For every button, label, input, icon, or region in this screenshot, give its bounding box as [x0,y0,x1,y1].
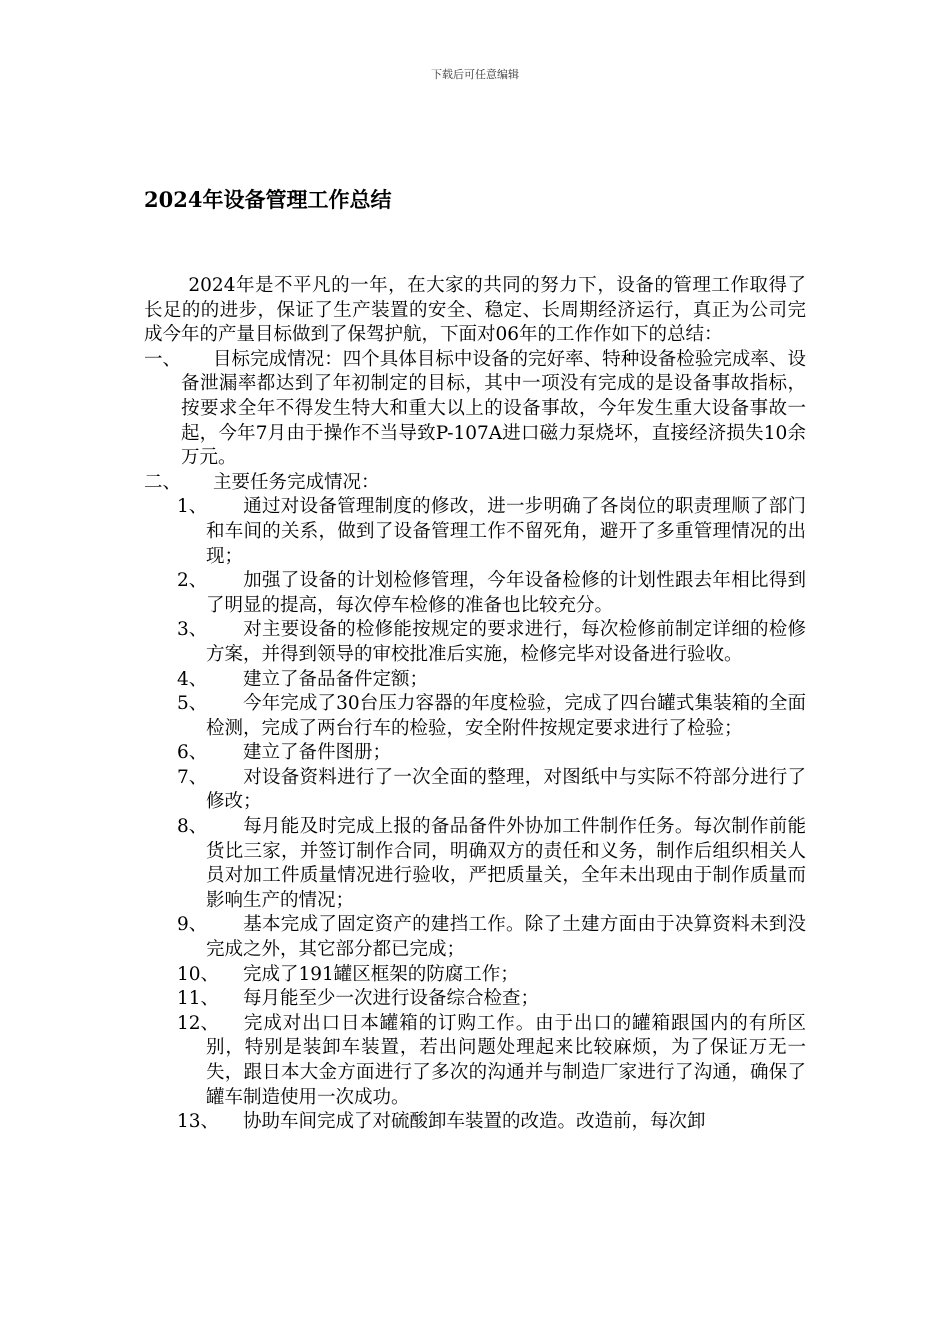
list-item [144,569,806,618]
item-text: 基本完成了固定资产的建挡工作。除了土建方面由于决算资料未到没完成之外，其它部分都已完成； [206,914,806,961]
list-item [144,668,806,693]
item-text: 加强了设备的计划检修管理，今年设备检修的计划性跟去年相比得到了明显的提高，每次停车检修的准备也比较充分。 [206,570,806,616]
section-tasks [144,471,806,496]
item-number: 11、 [177,988,220,1010]
list-item [144,618,806,667]
list-item [144,963,806,988]
section-goals [144,348,806,471]
list-item [144,495,806,569]
section-text: 主要任务完成情况： [213,471,380,493]
item-text: 每月能及时完成上报的备品备件外协加工件制作任务。每次制作前能货比三家，并签订制作合同，明确双方的责任和义务，制作后组织相关人员对加工件质量情况进行验收，严把质量关，全年未出现由于制作质量而影响生产的情况； [206,816,806,911]
item-number: 12、 [177,1012,220,1034]
list-item [144,1012,806,1110]
item-text: 建立了备件图册； [243,742,392,764]
list-item [144,741,806,766]
intro-paragraph: 2024年是不平凡的一年，在大家的共同的努力下，设备的管理工作取得了长足的的进步，保证了生产装置的安全、稳定、长周期经济运行，真正为公司完成今年的产量目标做到了保驾护航，下面对06年的工作作如下的总结： [144,275,806,346]
item-text: 每月能至少一次进行设备综合检查； [243,988,540,1010]
item-number: 10、 [177,963,220,985]
item-number: 1、 [177,496,208,518]
document-title: 2024年设备管理工作总结 [144,187,392,212]
item-number: 3、 [177,619,208,641]
item-text: 完成了191罐区框架的防腐工作； [243,963,519,985]
item-text: 今年完成了30台压力容器的年度检验，完成了四台罐式集装箱的全面检测，完成了两台行车的检验，安全附件按规定要求进行了检验； [206,693,806,739]
item-text: 对设备资料进行了一次全面的整理，对图纸中与实际不符部分进行了修改； [206,766,806,813]
list-item [144,987,806,1012]
item-text: 通过对设备管理制度的修改，进一步明确了各岗位的职责理顺了部门和车间的关系，做到了设备管理工作不留死角，避开了多重管理情况的出现； [206,496,806,567]
header-note: 下载后可任意编辑 [431,68,519,81]
list-item [144,766,806,815]
section-number: 二、 [144,471,182,493]
item-number: 4、 [177,668,208,690]
list-item [144,692,806,741]
item-text: 完成对出口日本罐箱的订购工作。由于出口的罐箱跟国内的有所区别，特别是装卸车装置，若出问题处理起来比较麻烦，为了保证万无一失，跟日本大金方面进行了多次的沟通并与制造厂家进行了沟通，确保了罐车制造使用一次成功。 [206,1012,806,1108]
item-text: 对主要设备的检修能按规定的要求进行，每次检修前制定详细的检修方案，并得到领导的审校批准后实施，检修完毕对设备进行验收。 [206,619,806,665]
item-number: 7、 [177,766,208,788]
item-number: 13、 [177,1111,220,1133]
item-number: 6、 [177,742,208,764]
item-text: 建立了备品备件定额； [243,668,429,690]
list-item [144,1110,806,1135]
item-number: 8、 [177,816,208,838]
item-text: 协助车间完成了对硫酸卸车装置的改造。改造前，每次卸 [243,1111,706,1133]
item-number: 9、 [177,914,208,936]
item-number: 2、 [177,570,208,592]
section-text: 目标完成情况：四个具体目标中设备的完好率、特种设备检验完成率、设备泄漏率都达到了年初制定的目标，其中一项没有完成的是设备事故指标，按要求全年不得发生特大和重大以上的设备事故，今年发生重大设备事故一起，今年7月由于操作不当导致P-107A进口磁力泵烧坏，直接经济损失10余万元。 [181,348,806,469]
list-item [144,913,806,962]
document-body [144,274,806,1135]
section-number: 一、 [144,348,182,370]
item-number: 5、 [177,693,208,715]
list-item [144,815,806,913]
